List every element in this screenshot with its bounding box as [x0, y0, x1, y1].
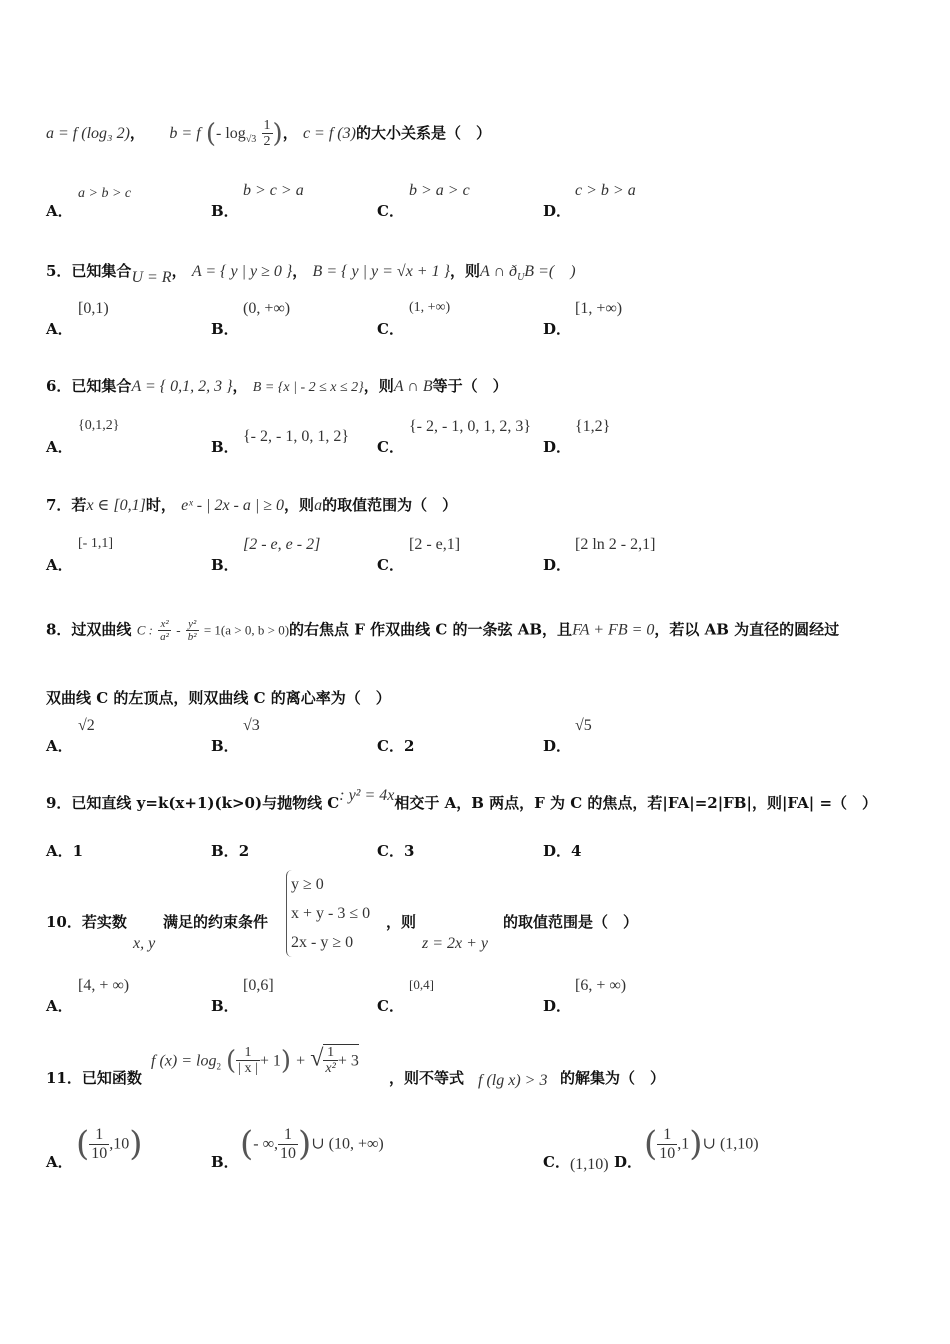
q10-mid1: 满足的约束条件: [163, 913, 269, 931]
q4-tail: 的大小关系是（ ）: [355, 123, 491, 142]
q10-stem: [46, 911, 127, 932]
q11-option-c-label: C．: [543, 1153, 570, 1171]
q8-stem-line2: 双曲线 C 的左顶点，则双曲线 C 的离心率为（ ）: [46, 689, 391, 707]
q7-option-d-label: D．: [543, 556, 572, 574]
q10-option-b-label: B．: [211, 997, 239, 1015]
q11-option-c-value: (1,10): [569, 1156, 609, 1173]
q9-option-b[interactable]: [211, 840, 249, 861]
q6-stem: 6．已知集合A = { 0,1, 2, 3 }， B = {x | - 2 ≤ x ≤ 2}，则A ∩ B等于（ ）: [46, 377, 508, 395]
q5-option-b[interactable]: [211, 300, 291, 339]
q11-f-sub: 2: [216, 1061, 221, 1072]
q9-option-b-value: 2: [238, 842, 250, 860]
q9-stem: [46, 787, 878, 813]
q4-b-num: 1: [263, 118, 271, 133]
q10-option-b[interactable]: [211, 977, 274, 1016]
q11-option-b-label: B．: [211, 1153, 239, 1171]
q4-option-a-label: A．: [46, 202, 73, 220]
q10-z: z = 2x + y: [422, 935, 489, 952]
q11-option-d-num: 1: [657, 1126, 677, 1145]
q5-ab-tail: B =( ): [524, 263, 576, 280]
q4-option-c-value: b > a > c: [409, 182, 470, 199]
q11-option-d-den: 10: [659, 1144, 676, 1162]
q5-option-a[interactable]: [46, 300, 109, 339]
q10-vars: x, y: [133, 935, 156, 952]
q11-lead: 11．已知函数: [46, 1069, 142, 1087]
q5-option-a-value: [0,1): [78, 300, 109, 317]
q10-option-d-label: D．: [543, 997, 572, 1015]
q11-option-b-tail: ∪ (10, +∞): [311, 1135, 384, 1153]
q6-mid: ，则: [363, 377, 394, 395]
q10-constraint-3: 2x - y ≥ 0: [291, 934, 354, 951]
q4-b-open: (: [205, 118, 217, 149]
q5-option-c-label: C．: [377, 320, 404, 338]
q9-option-c[interactable]: [377, 840, 414, 861]
q8-option-a-label: A．: [46, 737, 73, 755]
q6-option-a-label: A．: [46, 438, 73, 456]
q5-mid: ，则: [450, 262, 481, 280]
q11-option-d-value: ( $\frac{1}{10}$ ,1)∪ (1,10): [644, 1124, 759, 1164]
q6-option-b-value: {- 2, - 1, 0, 1, 2}: [243, 428, 350, 445]
q8-option-c-label: C．: [377, 737, 404, 755]
q7-option-d[interactable]: [543, 536, 656, 575]
q10-option-a-value: [4, + ∞): [78, 977, 130, 994]
q8-mid: 的右焦点 F 作双曲线 C 的一条弦 AB，且: [289, 620, 573, 639]
q8-option-a-value: √2: [78, 717, 95, 734]
q7-option-a-value: [- 1,1]: [78, 536, 113, 551]
q5-option-a-label: A．: [46, 320, 73, 338]
q4-option-a[interactable]: [46, 186, 132, 221]
q5-option-c-value: (1, +∞): [409, 300, 451, 315]
q8-lead: 8．过双曲线: [46, 620, 132, 639]
q11-stem: [46, 1067, 142, 1088]
q7-option-c-value: [2 - e,1]: [409, 536, 461, 553]
q11-option-b-den: 10: [280, 1144, 296, 1162]
q4-c-expr: c = f (3): [302, 124, 356, 142]
q8-y-frac: [186, 618, 199, 643]
q7-stem: [46, 494, 457, 515]
q11-f-pre: f (x) = log: [151, 1052, 217, 1070]
q6-ab-expr: A ∩ B: [393, 378, 433, 395]
q6-option-c-label: C．: [377, 438, 404, 456]
q7-option-b-value: [2 - e, e - 2]: [243, 536, 321, 553]
q11-tail: 的解集为（ ）: [560, 1069, 666, 1087]
q11-ineq: f (lg x) > 3: [478, 1072, 548, 1089]
q9-option-d-label: D．: [543, 842, 572, 860]
q11-mid: ，则不等式: [389, 1069, 465, 1087]
q5-stem: [46, 258, 576, 286]
q11-f1-tail: + 1: [259, 1052, 281, 1070]
q11-option-d[interactable]: [614, 1151, 642, 1172]
q5-option-b-label: B．: [211, 320, 239, 338]
q5-lead: 5．已知集合: [46, 262, 132, 280]
q8-curve-pre: C :: [136, 622, 153, 638]
q11-f1-num: 1: [236, 1045, 260, 1061]
q8-minus: -: [176, 622, 181, 638]
q10-lead: 10．若实数: [46, 913, 127, 931]
q11-f2-num: 1: [323, 1045, 337, 1061]
q5-option-d-label: D．: [543, 320, 572, 338]
q6-b-expr: B = {x | - 2 ≤ x ≤ 2}: [252, 380, 364, 395]
q11-option-a-label: A．: [46, 1153, 73, 1171]
q10-option-c-label: C．: [377, 997, 404, 1015]
q9-curve: : y² = 4x: [339, 787, 395, 804]
q8-vec: FA + FB = 0: [572, 621, 655, 639]
q11-f1-den: | x |: [238, 1061, 258, 1077]
q11-option-b[interactable]: [211, 1151, 239, 1172]
q11-option-d-label: D．: [614, 1153, 643, 1171]
q6-option-b-label: B．: [211, 438, 239, 456]
q8-y-num: y²: [186, 618, 199, 631]
q6-option-c-value: {- 2, - 1, 0, 1, 2, 3}: [409, 418, 532, 435]
q4-option-c[interactable]: [377, 182, 470, 221]
q10-mid2: ，则: [386, 913, 417, 931]
q11-f2-frac: [323, 1045, 337, 1077]
q7-option-c[interactable]: [377, 536, 461, 575]
q7-ineq: eˣ - | 2x - a | ≥ 0: [181, 497, 285, 514]
q4-b-den: 2: [263, 134, 271, 150]
q4-option-b-value: b > c > a: [243, 182, 304, 199]
q10-option-c[interactable]: [377, 977, 434, 1016]
q11-option-d-tail: ,1: [677, 1135, 690, 1153]
q8-option-a[interactable]: [46, 717, 95, 756]
q11-function: [151, 1044, 359, 1077]
q8-option-b-label: B．: [211, 737, 239, 755]
q5-option-d[interactable]: [543, 300, 623, 339]
q7-option-b-label: B．: [211, 556, 239, 574]
q11-option-a[interactable]: [46, 1151, 73, 1172]
q11-f2-tail: + 3: [337, 1052, 359, 1070]
q4-option-a-value: a > b > c: [78, 186, 132, 201]
q9-option-a-value: 1: [72, 842, 84, 860]
q10-option-b-value: [0,6]: [243, 977, 274, 994]
q9-tail: 相交于 A，B 两点，F 为 C 的焦点，若|FA|=2|FB|，则|FA| =（ ）: [394, 794, 878, 812]
q9-lead: 9．已知直线 y=k(x+1)(k>0)与抛物线 C: [46, 794, 340, 812]
q7-option-a[interactable]: [46, 536, 113, 575]
q11-option-b-num: 1: [278, 1126, 298, 1145]
q4-option-b[interactable]: [211, 182, 304, 221]
q6-option-c[interactable]: [377, 418, 532, 457]
q8-option-d-label: D．: [543, 737, 572, 755]
q7-mid1: 时，: [145, 496, 176, 514]
q11-option-d-union: ∪ (1,10): [702, 1135, 759, 1153]
q5-a-expr: A = { y | y ≥ 0 }: [191, 263, 293, 280]
q8-x-frac: [158, 618, 171, 643]
q9-option-c-value: 3: [403, 842, 415, 860]
q5-ab-expr: A ∩ ð: [480, 263, 518, 280]
q5-option-c[interactable]: [377, 300, 451, 339]
q9-option-d-value: 4: [571, 842, 582, 860]
q11-option-b-value: (- ∞, $\frac{1}{10}$ )∪ (10, +∞): [240, 1124, 384, 1164]
q11-option-b-pre: - ∞,: [253, 1135, 278, 1153]
q6-option-d[interactable]: [543, 418, 611, 457]
q9-option-c-label: C．: [377, 842, 404, 860]
q8-x-den: a²: [160, 631, 169, 644]
q7-lead: 7．若: [46, 496, 87, 514]
q7-var: a: [314, 497, 323, 514]
q5-b-expr: B = { y | y = √x + 1 }: [312, 263, 450, 280]
q8-option-d-value: √5: [575, 717, 592, 734]
q8-tail: ，若以 AB 为直径的圆经过: [654, 620, 840, 639]
q7-option-d-value: [2 ln 2 - 2,1]: [575, 536, 656, 553]
q10-tail: 的取值范围是（ ）: [503, 913, 639, 931]
q11-option-a-den: 10: [91, 1144, 108, 1162]
q8-stem: [46, 618, 839, 643]
q4-option-d-value: c > b > a: [575, 182, 636, 199]
q11-option-a-value: ( $\frac{1}{10}$ ,10): [76, 1124, 143, 1164]
q10-option-d-value: [6, + ∞): [575, 977, 627, 994]
q10-option-a[interactable]: [46, 977, 130, 1016]
q6-tail: 等于（ ）: [432, 377, 508, 395]
q8-x-num: x²: [158, 618, 171, 631]
q7-tail: 的取值范围为（ ）: [322, 496, 458, 514]
q6-option-d-label: D．: [543, 438, 572, 456]
q5-ab-sub: U: [517, 272, 525, 283]
q11-option-a-tail: ,10: [109, 1135, 130, 1153]
q5-option-d-value: [1, +∞): [575, 300, 623, 317]
q7-cond: x ∈ [0,1]: [86, 497, 146, 514]
q4-stem: [46, 118, 491, 150]
q8-option-d[interactable]: [543, 717, 592, 756]
q11-f2-den: x²: [325, 1061, 336, 1077]
q8-option-c-value: 2: [403, 737, 415, 755]
q4-sep2: ，: [282, 123, 298, 142]
q8-y-den: b²: [187, 631, 197, 644]
q5-sep2: ，: [292, 262, 308, 280]
q10-option-d[interactable]: [543, 977, 627, 1016]
q9-option-d[interactable]: [543, 840, 581, 861]
q7-option-a-label: A．: [46, 556, 73, 574]
q7-mid2: ，则: [284, 496, 315, 514]
q4-option-b-label: B．: [211, 202, 239, 220]
q7-option-c-label: C．: [377, 556, 404, 574]
q11-option-a-num: 1: [89, 1126, 109, 1145]
q11-plus: +: [296, 1052, 306, 1070]
q7-option-b[interactable]: [211, 536, 321, 575]
q5-u-expr: U = R: [131, 269, 172, 286]
q4-b-close: ): [272, 118, 283, 149]
q4-option-d[interactable]: [543, 182, 636, 221]
q4-b-frac: [262, 118, 273, 150]
q8-option-b-value: √3: [243, 717, 260, 734]
q11-sqrt-icon: √: [310, 1045, 324, 1072]
q4-b-inner: - log: [216, 124, 246, 142]
q6-option-a[interactable]: [46, 418, 120, 457]
q10-constraint-2: x + y - 3 ≤ 0: [291, 905, 371, 922]
q10-option-c-value: [0,4]: [409, 977, 434, 992]
q6-a-expr: A = { 0,1, 2, 3 }: [131, 378, 233, 395]
q11-f-open: (: [226, 1045, 237, 1076]
q4-b-sub: √3: [245, 133, 257, 145]
q6-option-a-value: {0,1,2}: [78, 418, 120, 433]
q11-f-close: ): [280, 1045, 291, 1076]
q10-option-a-label: A．: [46, 997, 73, 1015]
q9-option-b-label: B．: [211, 842, 239, 860]
q4-option-d-label: D．: [543, 202, 572, 220]
q10-constraint-system: [286, 870, 370, 957]
q11-option-c[interactable]: [543, 1151, 609, 1172]
q10-constraint-1: y ≥ 0: [291, 876, 324, 893]
q8-curve-tail: = 1(a > 0, b > 0): [203, 622, 290, 638]
q6-option-d-value: {1,2}: [575, 418, 611, 435]
q4-option-c-label: C．: [377, 202, 404, 220]
q6-option-b[interactable]: [211, 428, 350, 457]
q5-sep1: ，: [171, 262, 187, 280]
q8-option-c[interactable]: [377, 735, 414, 756]
q8-option-b[interactable]: [211, 717, 260, 756]
q9-option-a[interactable]: [46, 840, 83, 861]
q4-sep1: ，: [129, 123, 145, 142]
q4-a-expr: a = f (log₃ 2): [46, 124, 130, 142]
q9-option-a-label: A．: [46, 842, 73, 860]
q11-f1-frac: [236, 1045, 260, 1077]
q5-option-b-value: (0, +∞): [243, 300, 291, 317]
q6-lead: 6．已知集合: [46, 377, 132, 395]
q4-b-expr: b = f: [169, 124, 201, 142]
